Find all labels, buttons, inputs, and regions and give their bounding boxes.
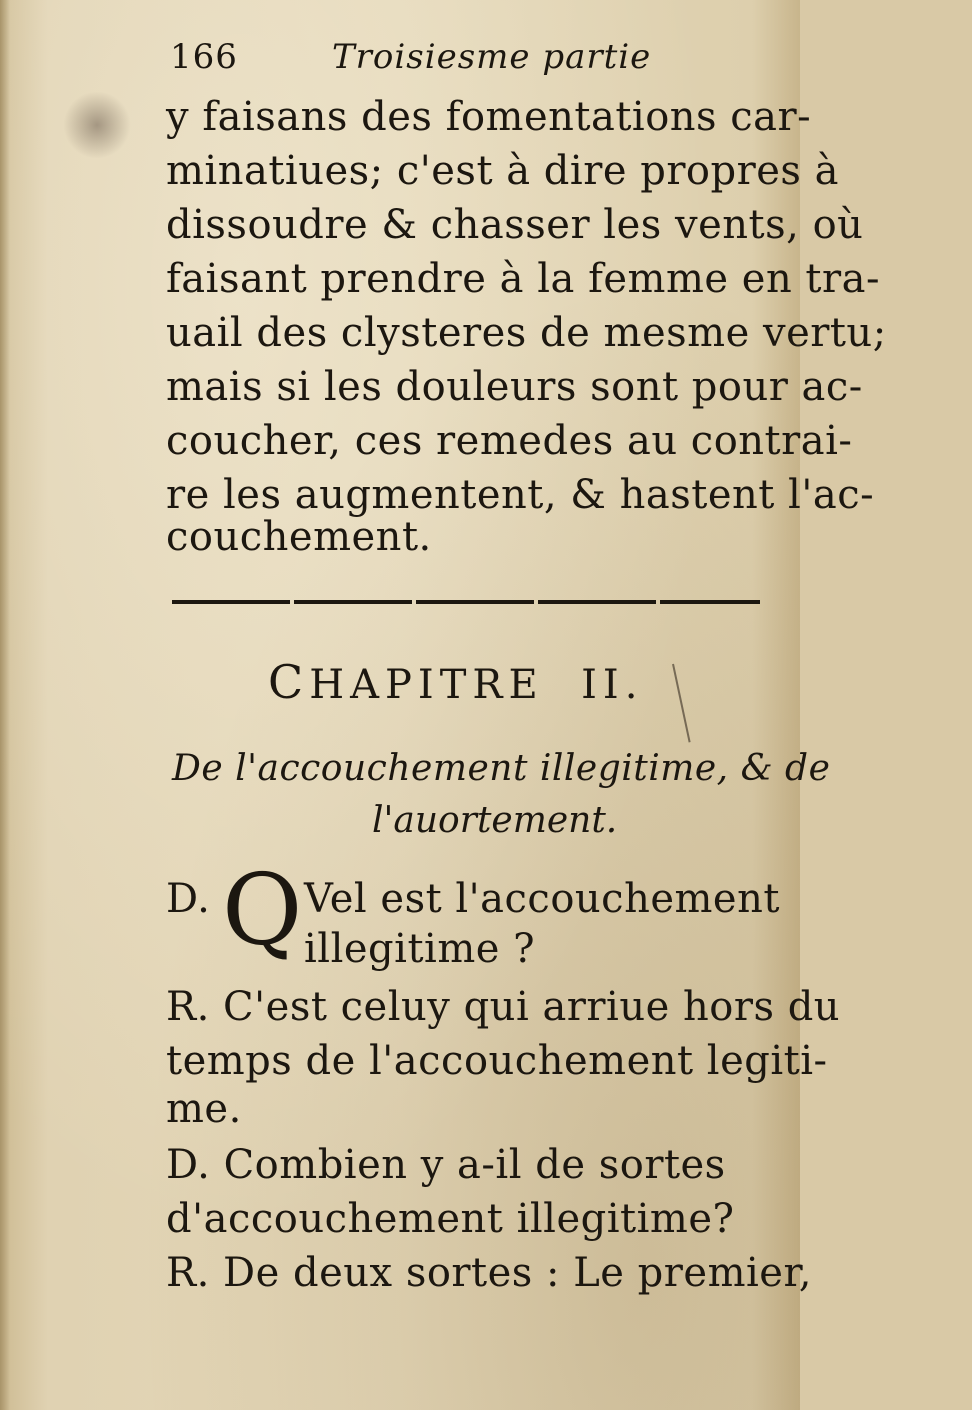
page-number: 166 [170,37,238,77]
chapter-subtitle-line: l'auortement. [372,800,618,841]
running-title: Troisiesme partie [332,37,652,77]
text-line: couchement. [166,514,432,560]
page-edge-shadow [0,0,10,1410]
question-marker: D. [166,876,211,922]
text-line: y faisans des fomentations car- [166,94,812,140]
text-line: minatiues; c'est à dire propres à [166,148,840,194]
text-line: R. De deux sortes : Le premier, [166,1250,812,1296]
chapter-word: HAPITRE [309,662,544,708]
text-line: illegitime ? [304,926,536,972]
text-line: re les augmentent, & hastent l'ac- [166,472,875,518]
chapter-number: II. [581,662,644,708]
section-divider-rule [172,600,760,604]
paper-stain [62,92,132,158]
text-line: R. C'est celuy qui arriue hors du [166,984,841,1030]
text-line: mais si les douleurs sont pour ac- [166,364,863,410]
text-line: D. Combien y a-il de sortes [166,1142,726,1188]
text-line: dissoudre & chasser les vents, où [166,202,864,248]
text-line: coucher, ces remedes au contrai- [166,418,853,464]
chapter-subtitle-line: De l'accouchement illegitime, & de [172,748,831,789]
text-line: Vel est l'accouchement [304,876,780,922]
drop-cap: Q [222,854,303,968]
page-header [170,32,770,82]
chapter-initial: C [268,655,310,709]
text-line: faisant prendre à la femme en tra- [166,256,880,302]
text-line: temps de l'accouchement legiti- [166,1038,828,1084]
text-line: me. [166,1086,242,1132]
text-line: d'accouchement illegitime? [166,1196,735,1242]
text-line: uail des clysteres de mesme vertu; [166,310,887,356]
